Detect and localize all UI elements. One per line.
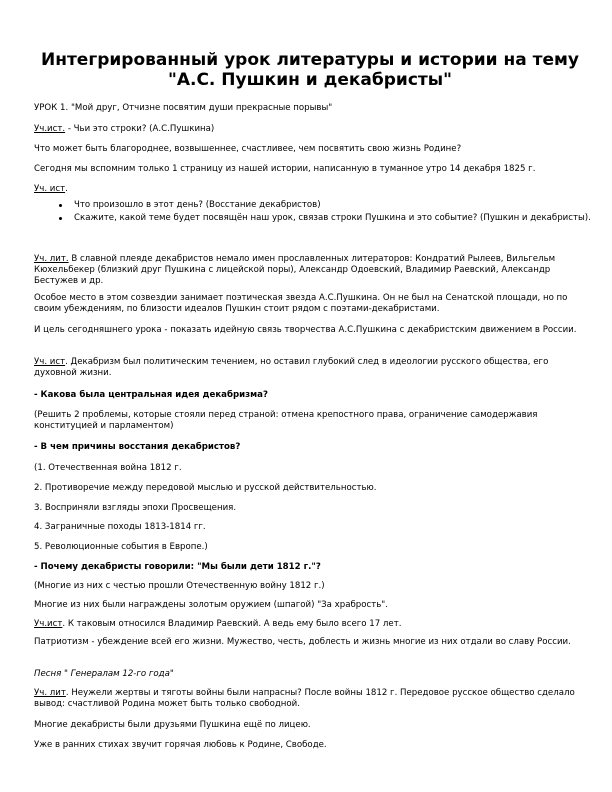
cause-item-4: 4. Заграничные походы 1813-1814 гг. bbox=[34, 522, 206, 532]
question-2: - В чем причины восстания декабристов? bbox=[34, 442, 241, 452]
paragraph-10 bbox=[34, 619, 584, 630]
paragraph-8 bbox=[34, 357, 584, 379]
cause-item-5: 5. Революционные события в Европе.) bbox=[34, 542, 208, 552]
paragraph-9: Многие из них были награждены золотым оружием (шпагой) "За храбрость". bbox=[34, 600, 388, 610]
speaker-label: Уч.ист bbox=[34, 619, 63, 629]
paragraph-text: . Неужели жертвы и тяготы войны были напрасны? После войны 1812 г. Передовое русское общество сделало вывод: счастливой Родина может быть только свободной. bbox=[34, 688, 575, 709]
paragraph-text: . bbox=[65, 184, 68, 194]
list-item: Скажите, какой теме будет посвящён наш урок, связав строки Пушкина и это событие? (Пушкин и декабристы). bbox=[74, 213, 612, 224]
paragraph-12 bbox=[34, 688, 584, 710]
paragraph-5 bbox=[34, 254, 584, 287]
paragraph-4 bbox=[34, 184, 584, 195]
paragraph-7: И цель сегодняшнего урока - показать идейную связь творчества А.С.Пушкина с декабристским движением в России. bbox=[34, 325, 577, 335]
question-1: - Какова была центральная идея декабризма? bbox=[34, 390, 268, 400]
answer-3: (Многие из них с честью прошли Отечественную войну 1812 г.) bbox=[34, 581, 325, 591]
cause-item-2: 2. Противоречие между передовой мыслью и русской действительностью. bbox=[34, 483, 377, 493]
paragraph-13: Многие декабристы были друзьями Пушкина ещё по лицею. bbox=[34, 720, 311, 730]
cause-item-3: 3. Восприняли взгляды эпохи Просвещения. bbox=[34, 503, 237, 513]
song-title: Песня " Генералам 12-го года" bbox=[34, 669, 174, 679]
speaker-label: Уч. ист bbox=[34, 184, 66, 194]
speaker-label: Уч. ист bbox=[34, 357, 66, 367]
paragraph-text: - Чьи это строки? (А.С.Пушкина) bbox=[65, 124, 215, 134]
list-item: Что произошло в этот день? (Восстание декабристов) bbox=[74, 200, 612, 211]
page-title: Интегрированный урок литературы и истории на тему "А.С. Пушкин и декабристы" bbox=[40, 50, 579, 90]
paragraph-14: Уже в ранних стихах звучит горячая любовь к Родине, Свободе. bbox=[34, 740, 327, 750]
answer-1: (Решить 2 проблемы, которые стояли перед страной: отмена крепостного права, ограничение самодержавия конституцией и парламентом) bbox=[34, 410, 538, 431]
paragraph-6: Особое место в этом созвездии занимает поэтическая звезда А.С.Пушкина. Он не был на Сенатской площади, но по своим убеждениям, по близости идеалов Пушкин стоит рядом с поэтами-декабристами. bbox=[34, 293, 568, 314]
cause-item-1: (1. Отечественная война 1812 г. bbox=[34, 463, 182, 473]
lesson-header: УРОК 1. "Мой друг, Отчизне посвятим души прекрасные порывы" bbox=[34, 103, 333, 113]
paragraph-text: В славной плеяде декабристов немало имен прославленных литераторов: Кондратий Рылеев, Вильгельм Кюхельбекер (близкий друг Пушкина с лицейской поры), Александр Одоевский, Владимир Раевский, Александр Бестужев и др. bbox=[34, 254, 556, 286]
paragraph-text: . Декабризм был политическим течением, но оставил глубокий след в идеологии русского общества, его духовной жизни. bbox=[34, 357, 549, 378]
paragraph-3: Сегодня мы вспомним только 1 страницу из нашей истории, написанную в туманное утро 14 декабря 1825 г. bbox=[34, 164, 536, 174]
speaker-label: Уч. лит bbox=[34, 688, 66, 698]
paragraph-1 bbox=[34, 124, 584, 135]
paragraph-2: Что может быть благороднее, возвышеннее, счастливее, чем посвятить свою жизнь Родине? bbox=[34, 144, 462, 154]
paragraph-text: . К таковым относился Владимир Раевский. А ведь ему было всего 17 лет. bbox=[62, 619, 402, 629]
paragraph-11: Патриотизм - убеждение всей его жизни. Мужество, честь, доблесть и жизнь многие из них отдали во славу России. bbox=[34, 637, 571, 647]
speaker-label: Уч.ист. bbox=[34, 124, 66, 134]
question-bullet-list bbox=[34, 200, 612, 226]
question-3: - Почему декабристы говорили: "Мы были дети 1812 г."? bbox=[34, 562, 321, 572]
speaker-label: Уч. лит. bbox=[34, 254, 69, 264]
